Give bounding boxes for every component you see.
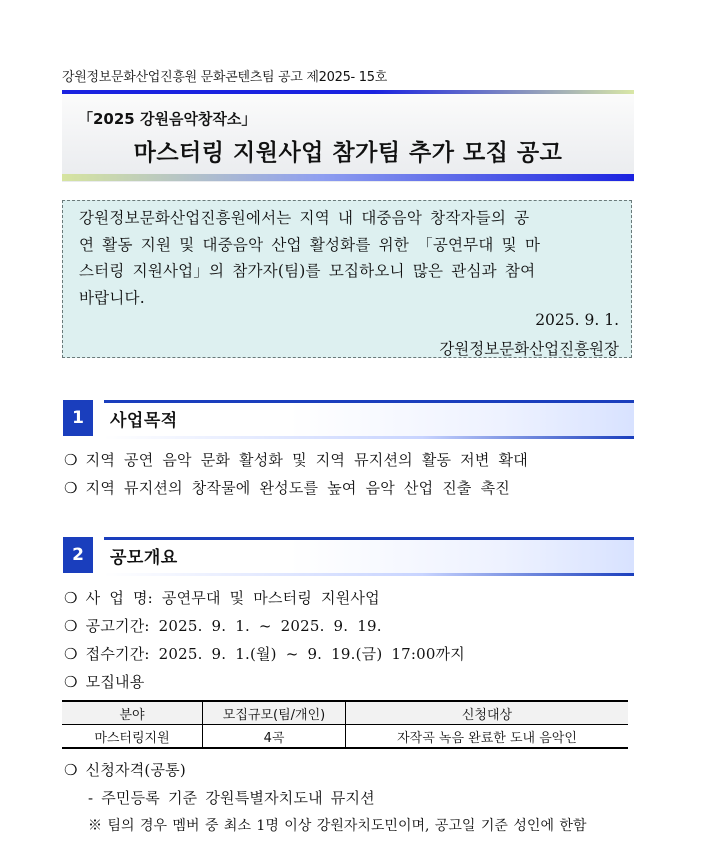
section-2-number: 2 bbox=[63, 537, 93, 573]
section-1-underline bbox=[104, 436, 634, 439]
table-header-cell: 신청대상 bbox=[346, 701, 629, 725]
title-box bbox=[62, 90, 634, 182]
bullet-text: 사 업 명: 공연무대 및 마스터링 지원사업 bbox=[85, 589, 380, 607]
bullet-circle-icon: ❍ bbox=[64, 645, 78, 663]
notice-number: 강원정보문화산업진흥원 문화콘텐츠팀 공고 제2025- 15호 bbox=[62, 70, 387, 85]
bullet-text: 신청자격(공통) bbox=[85, 761, 186, 779]
intro-box bbox=[62, 200, 632, 358]
table-cell: 4곡 bbox=[203, 725, 346, 749]
list-item bbox=[64, 449, 528, 470]
list-item bbox=[64, 477, 510, 498]
section-2-underline bbox=[104, 573, 634, 576]
section-2-title: 공모개요 bbox=[110, 548, 178, 568]
intro-line: 강원정보문화산업진흥원에서는 지역 내 대중음악 창작자들의 공 bbox=[79, 209, 530, 227]
bullet-circle-icon: ❍ bbox=[64, 761, 78, 779]
intro-date: 2025. 9. 1. bbox=[535, 311, 619, 329]
table-header-cell: 모집규모(팀/개인) bbox=[203, 701, 346, 725]
title-subtitle: 「2025 강원음악창작소」 bbox=[78, 110, 257, 128]
eligibility-line: - 주민등록 기준 강원특별자치도내 뮤지션 bbox=[88, 789, 375, 807]
section-1-bar bbox=[104, 400, 634, 436]
bullet-circle-icon: ❍ bbox=[64, 617, 78, 635]
section-2-bar bbox=[104, 537, 634, 573]
bullet-text: 지역 뮤지션의 창작물에 완성도를 높여 음악 산업 진출 촉진 bbox=[85, 479, 510, 497]
bullet-circle-icon: ❍ bbox=[64, 673, 78, 691]
bullet-circle-icon: ❍ bbox=[64, 451, 78, 469]
section-1-number: 1 bbox=[63, 400, 93, 436]
intro-text bbox=[79, 205, 619, 311]
recruitment-table bbox=[62, 700, 628, 749]
list-item bbox=[64, 587, 380, 608]
bullet-text: 지역 공연 음악 문화 활성화 및 지역 뮤지션의 활동 저변 확대 bbox=[85, 451, 528, 469]
intro-line: 스터링 지원사업」의 참가자(팀)를 모집하오니 많은 관심과 참여 bbox=[79, 262, 536, 280]
intro-line: 연 활동 지원 및 대중음악 산업 활성화를 위한 「공연무대 및 마 bbox=[79, 235, 541, 254]
table-header-row bbox=[62, 701, 628, 725]
bullet-text: 접수기간: 2025. 9. 1.(월) ~ 9. 19.(금) 17:00까지 bbox=[85, 645, 465, 663]
section-1-title: 사업목적 bbox=[110, 411, 178, 431]
page-title: 마스터링 지원사업 참가팀 추가 모집 공고 bbox=[133, 140, 563, 166]
table-cell: 마스터링지원 bbox=[94, 730, 170, 746]
bullet-circle-icon: ❍ bbox=[64, 479, 78, 497]
eligibility-note: ※ 팀의 경우 멤버 중 최소 1명 이상 강원자치도민이며, 공고일 기준 성인에 한함 bbox=[88, 818, 587, 834]
bullet-text: 모집내용 bbox=[85, 673, 145, 691]
bullet-text: 공고기간: 2025. 9. 1. ~ 2025. 9. 19. bbox=[85, 617, 382, 635]
title-divider bbox=[62, 174, 634, 181]
table-header-cell: 분야 bbox=[62, 701, 203, 725]
intro-line: 바랍니다. bbox=[79, 288, 145, 307]
table-cell: 자작곡 녹음 완료한 도내 음악인 bbox=[346, 725, 629, 749]
list-item bbox=[64, 643, 465, 664]
title-top-accent bbox=[374, 90, 634, 94]
intro-signature: 강원정보문화산업진흥원장 bbox=[439, 340, 619, 358]
table-row bbox=[62, 725, 628, 749]
list-item bbox=[64, 759, 186, 780]
bullet-circle-icon: ❍ bbox=[64, 589, 78, 607]
list-item bbox=[64, 671, 144, 692]
list-item bbox=[64, 615, 382, 636]
